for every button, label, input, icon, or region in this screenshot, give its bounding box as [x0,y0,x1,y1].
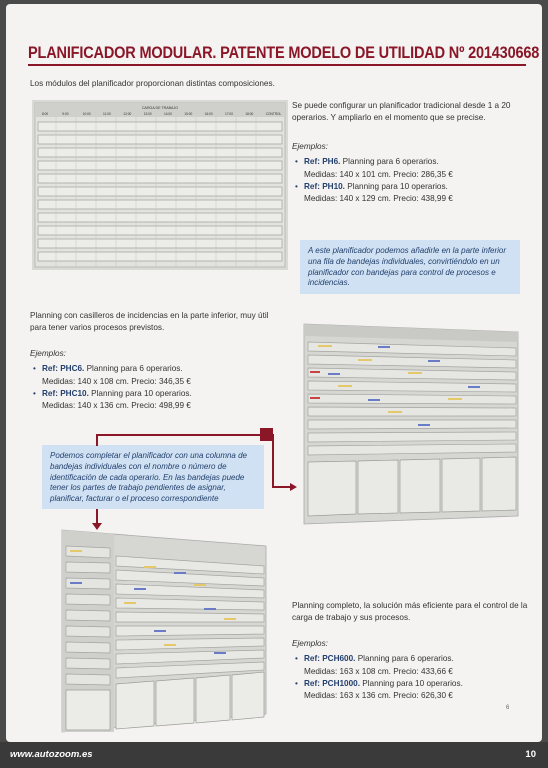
product-item [292,156,526,181]
product-text: Planning para 6 operarios. [84,364,183,374]
callout-box-2: Podemos completar el planificador con una columna de bandejas individuales con el nombre o número de identificación de cada operario. En las bandejas puede tener los partes de trabajo pendientes de asignar, planificar, facturar o el proceso correspondiente [42,445,264,509]
image-column-label: 13:00 [143,112,152,116]
product-item [30,363,286,388]
section2-description: Planning con casilleros de incidencias en la parte inferior, muy útil para tener varios procesos previstos. [30,311,269,332]
image-header-label: CARGA DE TRABAJO [141,106,179,110]
image-column-label: 17:00 [225,112,233,116]
section1-description: Se puede configurar un planificador tradicional desde 1 a 20 operarios. Y ampliarlo en el momento que se precise. [292,101,511,122]
image-column-label: 9:00 [62,112,69,116]
callout-box-1: A este planificador podemos añadirle en la parte inferior una fila de bandejas individuales, convirtiéndolo en un planificador con bandejas para control de procesos e incidencias. [300,240,520,294]
product-ref: Ref: PHC6. [42,364,85,374]
examples-label: Ejemplos: [30,349,66,358]
product-ref: Ref: PHC10. [42,388,89,398]
connector-line [96,434,98,446]
planner-traditional-image [32,100,288,270]
arrow-right-icon [290,483,297,491]
website-link[interactable]: www.autozoom.es [10,749,93,760]
examples-label: Ejemplos: [292,142,328,151]
section2-examples [30,348,286,412]
image-column-label: CONTROL [265,112,282,116]
image-column-label: 18:00 [245,112,254,116]
section1-examples [292,141,526,205]
intro-text: Los módulos del planificador proporcionan distintas composiciones. [30,79,275,88]
product-measures: Medidas: 140 x 108 cm. Precio: 346,35 € [42,376,191,386]
planner-complete-image [54,524,276,738]
product-measures: Medidas: 163 x 136 cm. Precio: 626,30 € [304,691,453,701]
page-number: 10 [525,749,536,760]
product-ref: Ref: PH6. [304,157,341,167]
product-ref: Ref: PCH600. [304,654,356,664]
examples-label: Ejemplos: [292,639,328,648]
section3-description: Planning completo, la solución más eficiente para el control de la carga de trabajo y sus procesos. [292,601,528,622]
catalog-page [6,4,542,742]
image-column-label: 14:00 [164,112,172,116]
connector-line [272,434,274,488]
product-item [292,653,528,678]
product-measures: Medidas: 140 x 136 cm. Precio: 498,99 € [42,401,191,411]
product-measures: Medidas: 140 x 129 cm. Precio: 438,99 € [304,194,453,204]
page-mark: 6 [506,705,510,711]
title-divider [28,64,526,66]
image-column-label: 8:00 [42,112,49,116]
section3-examples [292,638,528,702]
image-column-label: 12:00 [123,112,132,116]
connector-line [272,486,292,488]
product-item [292,181,526,206]
connector-line [96,434,260,436]
page-title: PLANIFICADOR MODULAR. PATENTE MODELO DE UTILIDAD Nº 201430668 [28,44,540,62]
product-ref: Ref: PCH1000. [304,678,360,688]
footer-bar [0,742,548,768]
product-text: Planning para 10 operarios. [359,678,463,688]
image-column-label: 10:00 [82,112,91,116]
product-measures: Medidas: 163 x 108 cm. Precio: 433,66 € [304,666,453,676]
product-text: Planning para 10 operarios. [88,388,192,398]
planner-incidences-image [298,320,526,528]
product-ref: Ref: PH10. [304,181,345,191]
product-text: Planning para 6 operarios. [340,157,439,167]
product-text: Planning para 6 operarios. [355,654,454,664]
product-item [292,678,528,703]
product-item [30,388,286,413]
image-column-label: 15:00 [184,112,193,116]
product-text: Planning para 10 operarios. [344,181,448,191]
image-column-label: 16:00 [204,112,213,116]
image-column-label: 11:00 [103,112,111,116]
product-measures: Medidas: 140 x 101 cm. Precio: 286,35 € [304,169,453,179]
